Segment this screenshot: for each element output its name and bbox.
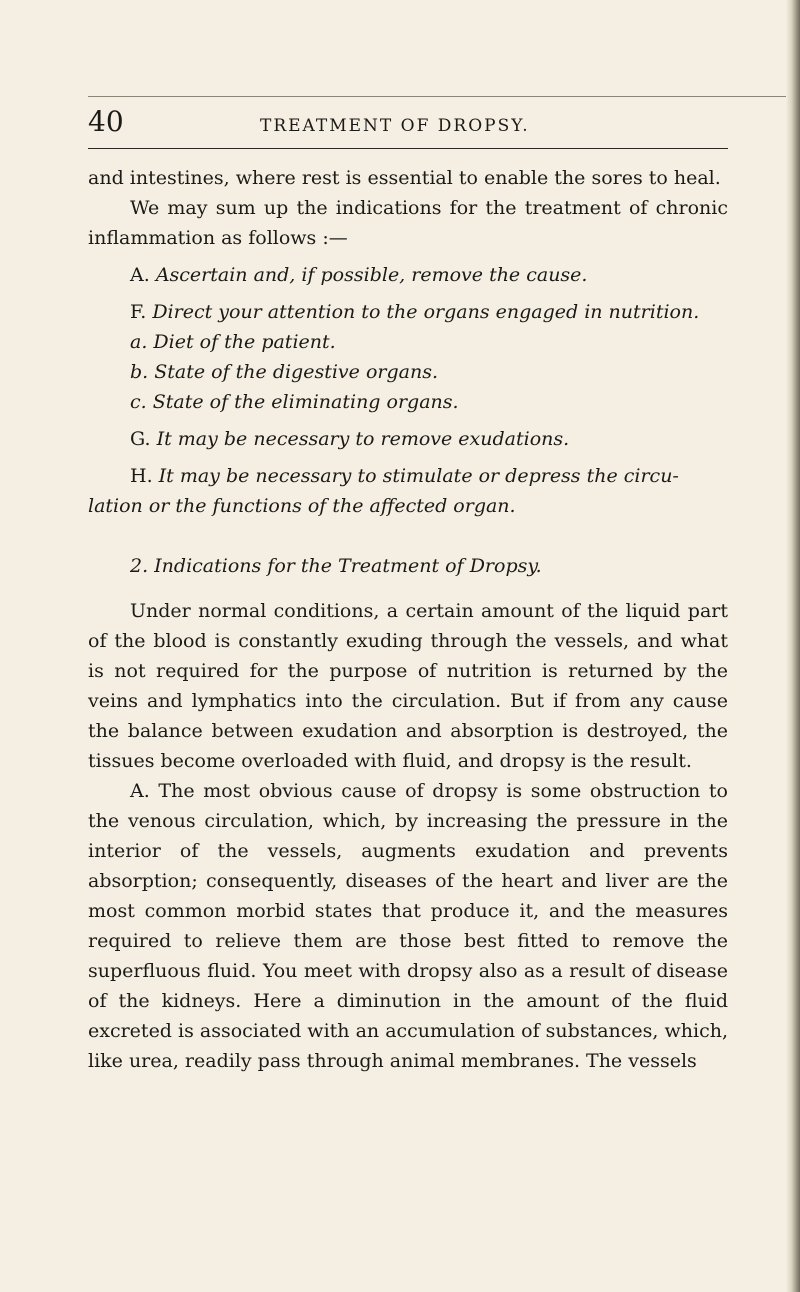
page-edge	[786, 0, 800, 1292]
page-number: 40	[88, 105, 124, 138]
list-item	[88, 297, 728, 327]
paragraph: A. The most obvious cause of dropsy is some obstruction to the venous circulation, which, by increasing the pressure in the interior of the vessels, augments exudation and prevents absorption; consequently, diseases of the heart and liver are the most common morbid states that produce it, and the measures required to relieve them are those best fitted to remove the superfluous fluid. You meet with dropsy also as a result of disease of the kidneys. Here a diminution in the amount of the fluid excreted is associated with an accumulation of substances, which, like urea, readily pass through animal membranes. The vessels	[88, 780, 728, 1072]
paragraph: We may sum up the indications for the treatment of chronic inflammation as follows :—	[88, 197, 728, 249]
section-heading: 2. Indications for the Treatment of Dropsy.	[130, 555, 542, 577]
list-item	[88, 461, 728, 491]
header-rule	[88, 148, 728, 149]
list-item	[88, 387, 728, 417]
item-text: State of the eliminating organs.	[152, 391, 459, 413]
page-body	[88, 163, 728, 1076]
list-item	[88, 424, 728, 454]
running-title: TREATMENT OF DROPSY.	[260, 116, 530, 136]
page-header	[88, 106, 728, 146]
top-rule	[88, 96, 788, 97]
item-letter: b.	[130, 361, 149, 383]
item-text: It may be necessary to remove exudations.	[156, 428, 570, 450]
list-item	[88, 327, 728, 357]
item-letter: F.	[130, 301, 147, 323]
item-text: Diet of the patient.	[153, 331, 336, 353]
item-text: Direct your attention to the organs engaged in nutrition.	[152, 301, 700, 323]
item-text: Ascertain and, if possible, remove the cause.	[155, 264, 588, 286]
item-letter: G.	[130, 428, 151, 450]
item-text: State of the digestive organs.	[154, 361, 438, 383]
item-letter: A.	[130, 264, 150, 286]
item-letter: H.	[130, 465, 153, 487]
item-letter: c.	[130, 391, 147, 413]
item-letter: a.	[130, 331, 148, 353]
item-text: It may be necessary to stimulate or depress the circu-	[158, 465, 679, 487]
list-item	[88, 260, 728, 290]
item-continuation: lation or the functions of the affected organ.	[88, 495, 516, 517]
list-item	[88, 357, 728, 387]
paragraph: Under normal conditions, a certain amount of the liquid part of the blood is constantly exuding through the vessels, and what is not required for the purpose of nutrition is returned by the veins and lymphatics into the circulation. But if from any cause the balance between exudation and absorption is destroyed, the tissues become overloaded with fluid, and dropsy is the result.	[88, 600, 728, 772]
paragraph: and intestines, where rest is essential to enable the sores to heal.	[88, 167, 721, 189]
